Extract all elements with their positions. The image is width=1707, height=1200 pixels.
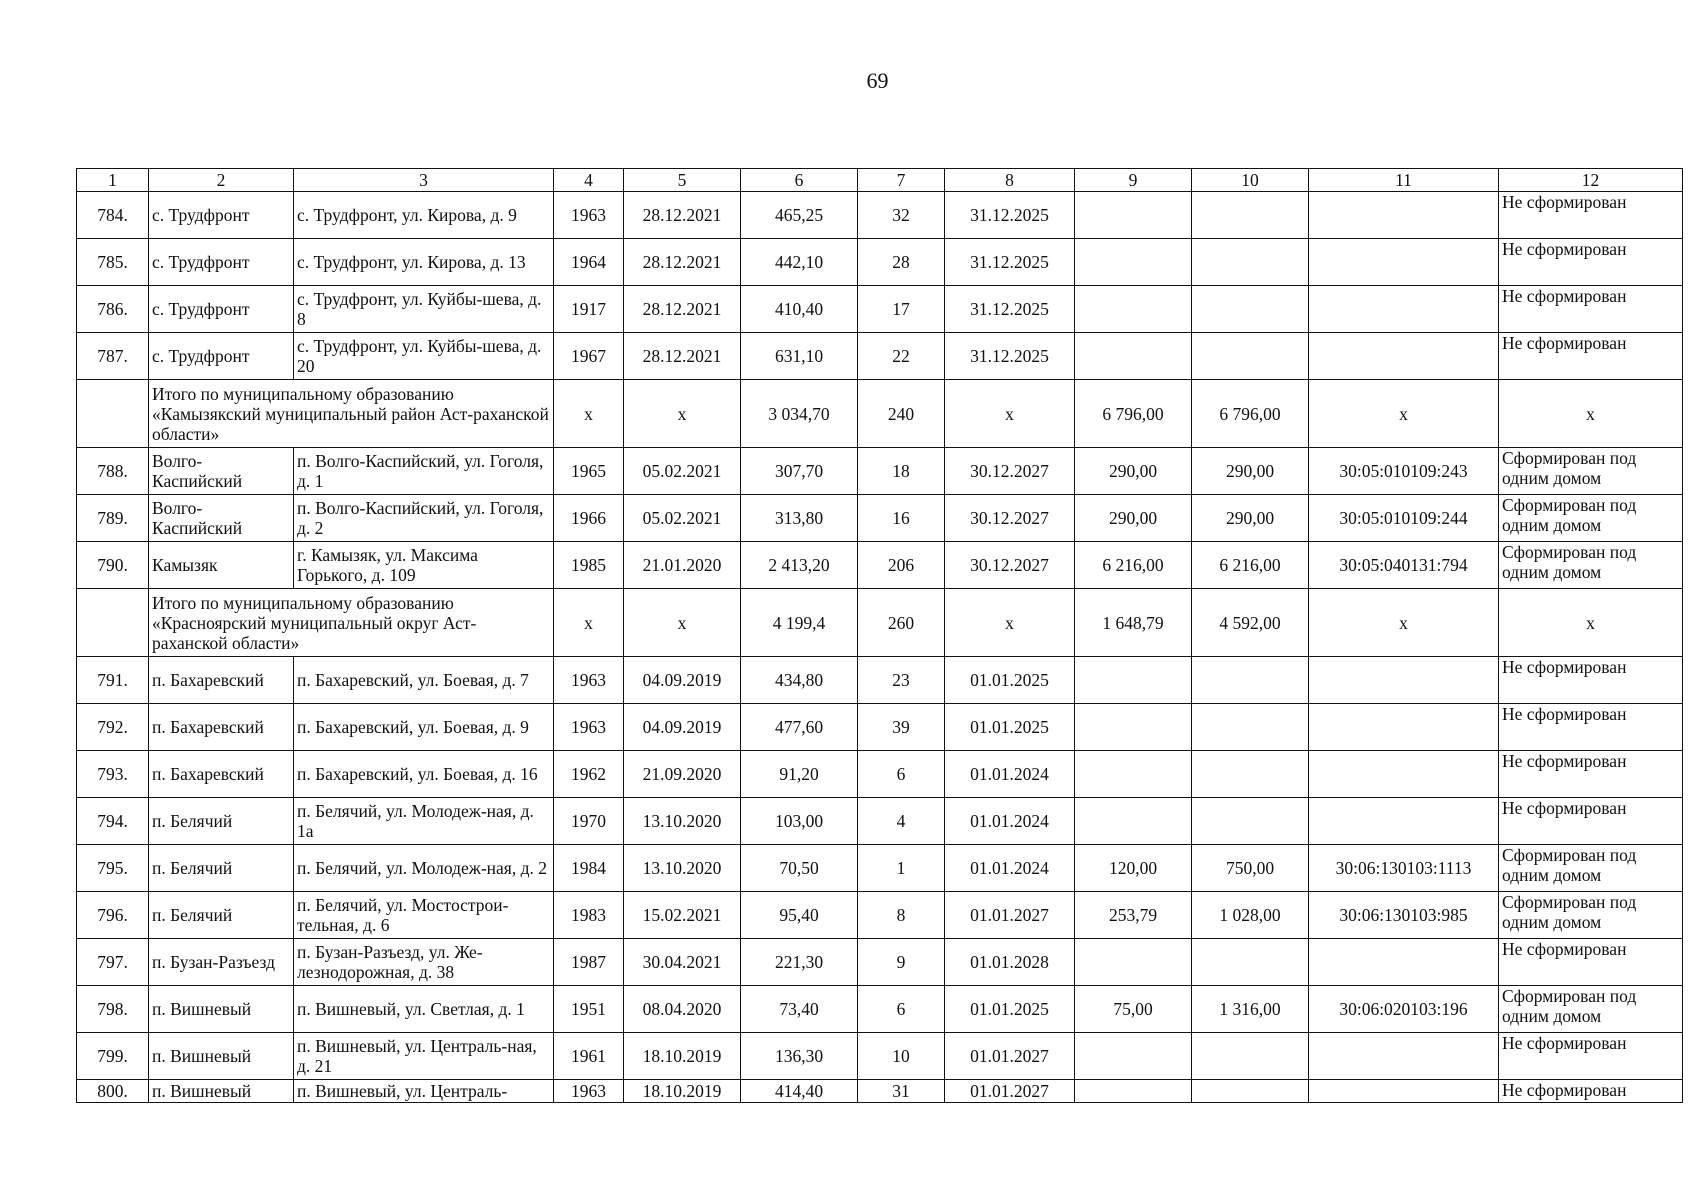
table-row bbox=[77, 542, 1683, 589]
table-cell: 795. bbox=[77, 845, 149, 892]
table-cell: 631,10 bbox=[741, 333, 858, 380]
column-number-header: 2 bbox=[149, 169, 294, 192]
table-cell: 434,80 bbox=[741, 657, 858, 704]
table-cell: Сформирован под одним домом bbox=[1499, 892, 1683, 939]
table-cell: 221,30 bbox=[741, 939, 858, 986]
table-cell: 6 bbox=[858, 986, 945, 1033]
table-cell bbox=[1309, 1033, 1499, 1080]
table-cell: 10 bbox=[858, 1033, 945, 1080]
subtotal-value: 4 592,00 bbox=[1192, 589, 1309, 657]
subtotal-label: Итого по муниципальному образованию «Красноярский муниципальный округ Аст-раханской области» bbox=[149, 589, 554, 657]
table-cell: 30:05:010109:244 bbox=[1309, 495, 1499, 542]
column-number-header: 10 bbox=[1192, 169, 1309, 192]
table-cell bbox=[1192, 657, 1309, 704]
table-cell bbox=[1309, 939, 1499, 986]
table-cell bbox=[1075, 1033, 1192, 1080]
table-header-row bbox=[77, 169, 1683, 192]
table-cell: п. Белячий, ул. Молодеж-ная, д. 2 bbox=[294, 845, 554, 892]
subtotal-value: х bbox=[1309, 589, 1499, 657]
table-row bbox=[77, 798, 1683, 845]
table-cell: 6 216,00 bbox=[1075, 542, 1192, 589]
empty-cell bbox=[77, 380, 149, 448]
page-number: 69 bbox=[866, 68, 889, 93]
table-cell: 1 316,00 bbox=[1192, 986, 1309, 1033]
column-number-header: 8 bbox=[945, 169, 1075, 192]
table-cell bbox=[1075, 192, 1192, 239]
table-cell: 30:06:130103:985 bbox=[1309, 892, 1499, 939]
table-cell: п. Бузан-Разъезд bbox=[149, 939, 294, 986]
table-cell: 6 bbox=[858, 751, 945, 798]
table-cell: 253,79 bbox=[1075, 892, 1192, 939]
table-cell: 39 bbox=[858, 704, 945, 751]
table-cell: 73,40 bbox=[741, 986, 858, 1033]
table-cell bbox=[1309, 286, 1499, 333]
table-cell: 18 bbox=[858, 448, 945, 495]
table-cell bbox=[1192, 751, 1309, 798]
table-cell: 8 bbox=[858, 892, 945, 939]
table-cell: 1 028,00 bbox=[1192, 892, 1309, 939]
table-cell: Сформирован под одним домом bbox=[1499, 542, 1683, 589]
column-number-header: 9 bbox=[1075, 169, 1192, 192]
table-cell: 1966 bbox=[554, 495, 624, 542]
table-row bbox=[77, 286, 1683, 333]
table-cell: Сформирован под одним домом bbox=[1499, 986, 1683, 1033]
table-cell: 206 bbox=[858, 542, 945, 589]
table-cell: Не сформирован bbox=[1499, 751, 1683, 798]
table-cell: 1963 bbox=[554, 192, 624, 239]
table-cell: 30:06:130103:1113 bbox=[1309, 845, 1499, 892]
table-row bbox=[77, 704, 1683, 751]
table-cell: 4 bbox=[858, 798, 945, 845]
table-cell: 28.12.2021 bbox=[624, 286, 741, 333]
table-cell: 08.04.2020 bbox=[624, 986, 741, 1033]
table-cell: 789. bbox=[77, 495, 149, 542]
table-cell bbox=[1075, 657, 1192, 704]
subtotal-value: 3 034,70 bbox=[741, 380, 858, 448]
table-cell: п. Бахаревский, ул. Боевая, д. 9 bbox=[294, 704, 554, 751]
table-cell: 307,70 bbox=[741, 448, 858, 495]
table-cell: 31.12.2025 bbox=[945, 333, 1075, 380]
table-cell: 95,40 bbox=[741, 892, 858, 939]
table-cell: п. Белячий, ул. Молодеж-ная, д. 1а bbox=[294, 798, 554, 845]
table-cell: 1985 bbox=[554, 542, 624, 589]
table-cell bbox=[1192, 798, 1309, 845]
table-cell: 6 216,00 bbox=[1192, 542, 1309, 589]
table-cell: 798. bbox=[77, 986, 149, 1033]
table-cell: 30.04.2021 bbox=[624, 939, 741, 986]
table-cell: 410,40 bbox=[741, 286, 858, 333]
table-cell: 18.10.2019 bbox=[624, 1080, 741, 1103]
table-cell: 788. bbox=[77, 448, 149, 495]
table-cell: с. Трудфронт, ул. Кирова, д. 9 bbox=[294, 192, 554, 239]
table-cell: с. Трудфронт, ул. Кирова, д. 13 bbox=[294, 239, 554, 286]
table-cell: 31.12.2025 bbox=[945, 192, 1075, 239]
table-cell bbox=[1309, 704, 1499, 751]
table-cell bbox=[1192, 704, 1309, 751]
table-cell bbox=[1192, 333, 1309, 380]
table-cell: Не сформирован bbox=[1499, 192, 1683, 239]
table-cell bbox=[1075, 939, 1192, 986]
table-cell: Сформирован под одним домом bbox=[1499, 495, 1683, 542]
table-cell bbox=[1192, 239, 1309, 286]
table-row bbox=[77, 448, 1683, 495]
table-row bbox=[77, 845, 1683, 892]
table-cell: 1970 bbox=[554, 798, 624, 845]
table-cell: с. Трудфронт bbox=[149, 286, 294, 333]
table-cell bbox=[1309, 751, 1499, 798]
table-row bbox=[77, 239, 1683, 286]
column-number-header: 12 bbox=[1499, 169, 1683, 192]
table-cell: п. Вишневый bbox=[149, 1033, 294, 1080]
table-cell: 414,40 bbox=[741, 1080, 858, 1103]
table-cell: Не сформирован bbox=[1499, 239, 1683, 286]
table-body bbox=[77, 169, 1683, 1103]
table-cell: 1963 bbox=[554, 1080, 624, 1103]
table-cell: 1963 bbox=[554, 704, 624, 751]
subtotal-value: х bbox=[945, 380, 1075, 448]
table-cell: 1964 bbox=[554, 239, 624, 286]
table-cell: 9 bbox=[858, 939, 945, 986]
column-number-header: 5 bbox=[624, 169, 741, 192]
table-cell: 787. bbox=[77, 333, 149, 380]
table-cell: Волго-Каспийский bbox=[149, 495, 294, 542]
table-cell: 13.10.2020 bbox=[624, 798, 741, 845]
table-cell: п. Белячий bbox=[149, 892, 294, 939]
table-row bbox=[77, 333, 1683, 380]
column-number-header: 1 bbox=[77, 169, 149, 192]
table-cell: 30.12.2027 bbox=[945, 448, 1075, 495]
table-cell: 01.01.2024 bbox=[945, 845, 1075, 892]
table-cell bbox=[1075, 798, 1192, 845]
table-cell bbox=[1192, 286, 1309, 333]
table-cell: Не сформирован bbox=[1499, 286, 1683, 333]
table-cell: 1 bbox=[858, 845, 945, 892]
column-number-header: 7 bbox=[858, 169, 945, 192]
table-cell: 28 bbox=[858, 239, 945, 286]
table-cell: 01.01.2027 bbox=[945, 1080, 1075, 1103]
table-cell: 290,00 bbox=[1075, 448, 1192, 495]
table-cell: 91,20 bbox=[741, 751, 858, 798]
table-cell: 797. bbox=[77, 939, 149, 986]
table-cell: 1983 bbox=[554, 892, 624, 939]
table-cell: п. Белячий bbox=[149, 845, 294, 892]
table-cell: 786. bbox=[77, 286, 149, 333]
table-cell: 75,00 bbox=[1075, 986, 1192, 1033]
table-cell: 01.01.2024 bbox=[945, 751, 1075, 798]
table-cell: п. Вишневый, ул. Светлая, д. 1 bbox=[294, 986, 554, 1033]
table-cell: 442,10 bbox=[741, 239, 858, 286]
table-cell: 290,00 bbox=[1075, 495, 1192, 542]
table-cell: 16 bbox=[858, 495, 945, 542]
table-row bbox=[77, 1033, 1683, 1080]
table-cell: 30:05:010109:243 bbox=[1309, 448, 1499, 495]
table-cell bbox=[1192, 1080, 1309, 1103]
table-cell: Камызяк bbox=[149, 542, 294, 589]
table-cell bbox=[1309, 333, 1499, 380]
table-cell bbox=[1192, 192, 1309, 239]
subtotal-label: Итого по муниципальному образованию «Камызякский муниципальный район Аст-раханской области» bbox=[149, 380, 554, 448]
table-cell: п. Бахаревский bbox=[149, 704, 294, 751]
table-cell: п. Бахаревский, ул. Боевая, д. 7 bbox=[294, 657, 554, 704]
table-cell: 1984 bbox=[554, 845, 624, 892]
column-number-header: 4 bbox=[554, 169, 624, 192]
table-cell: п. Бахаревский bbox=[149, 751, 294, 798]
subtotal-value: х bbox=[554, 380, 624, 448]
table-cell: 313,80 bbox=[741, 495, 858, 542]
table-cell: 791. bbox=[77, 657, 149, 704]
table-cell bbox=[1075, 751, 1192, 798]
table-cell: 1961 bbox=[554, 1033, 624, 1080]
table-cell: Не сформирован bbox=[1499, 1033, 1683, 1080]
subtotal-value: 1 648,79 bbox=[1075, 589, 1192, 657]
subtotal-value: х bbox=[624, 589, 741, 657]
table-cell: 15.02.2021 bbox=[624, 892, 741, 939]
table-cell: Не сформирован bbox=[1499, 939, 1683, 986]
table-cell: 784. bbox=[77, 192, 149, 239]
table-cell bbox=[1192, 939, 1309, 986]
table-cell: 1967 bbox=[554, 333, 624, 380]
table-cell: 750,00 bbox=[1192, 845, 1309, 892]
table-cell: Волго-Каспийский bbox=[149, 448, 294, 495]
table-cell: 22 bbox=[858, 333, 945, 380]
table-cell: 01.01.2025 bbox=[945, 704, 1075, 751]
table-cell: с. Трудфронт, ул. Куйбы-шева, д. 8 bbox=[294, 286, 554, 333]
table-cell bbox=[1309, 192, 1499, 239]
table-cell: 01.01.2025 bbox=[945, 986, 1075, 1033]
table-cell: п. Волго-Каспийский, ул. Гоголя, д. 1 bbox=[294, 448, 554, 495]
column-number-header: 6 bbox=[741, 169, 858, 192]
table-cell: 05.02.2021 bbox=[624, 495, 741, 542]
table-row bbox=[77, 751, 1683, 798]
table-cell bbox=[1075, 704, 1192, 751]
table-cell: 18.10.2019 bbox=[624, 1033, 741, 1080]
table-cell: Сформирован под одним домом bbox=[1499, 845, 1683, 892]
table-cell: 01.01.2027 bbox=[945, 892, 1075, 939]
table-cell bbox=[1192, 1033, 1309, 1080]
table-cell: 17 bbox=[858, 286, 945, 333]
table-cell: 01.01.2025 bbox=[945, 657, 1075, 704]
table-cell: п. Бахаревский bbox=[149, 657, 294, 704]
table-cell: 04.09.2019 bbox=[624, 704, 741, 751]
table-cell bbox=[1075, 1080, 1192, 1103]
subtotal-value: 240 bbox=[858, 380, 945, 448]
column-number-header: 11 bbox=[1309, 169, 1499, 192]
table-cell: 30:06:020103:196 bbox=[1309, 986, 1499, 1033]
table-cell: п. Волго-Каспийский, ул. Гоголя, д. 2 bbox=[294, 495, 554, 542]
table-cell: 1951 bbox=[554, 986, 624, 1033]
table-cell: 2 413,20 bbox=[741, 542, 858, 589]
table-cell: 785. bbox=[77, 239, 149, 286]
column-number-header: 3 bbox=[294, 169, 554, 192]
table-cell: п. Вишневый, ул. Централь- bbox=[294, 1080, 554, 1103]
table-cell: 70,50 bbox=[741, 845, 858, 892]
table-cell: п. Белячий, ул. Мостострои-тельная, д. 6 bbox=[294, 892, 554, 939]
table-cell: 30.12.2027 bbox=[945, 495, 1075, 542]
table-cell: Не сформирован bbox=[1499, 1080, 1683, 1103]
table-row bbox=[77, 939, 1683, 986]
table-cell: п. Вишневый bbox=[149, 986, 294, 1033]
table-cell bbox=[1075, 333, 1192, 380]
table-cell: 31.12.2025 bbox=[945, 239, 1075, 286]
table-cell: 04.09.2019 bbox=[624, 657, 741, 704]
table-cell: 1962 bbox=[554, 751, 624, 798]
table-cell bbox=[1075, 239, 1192, 286]
table-cell: 23 bbox=[858, 657, 945, 704]
table-row bbox=[77, 986, 1683, 1033]
table-cell: с. Трудфронт bbox=[149, 239, 294, 286]
table-cell: 477,60 bbox=[741, 704, 858, 751]
subtotal-value: 4 199,4 bbox=[741, 589, 858, 657]
table-cell: с. Трудфронт bbox=[149, 192, 294, 239]
table-cell: 30.12.2027 bbox=[945, 542, 1075, 589]
table-cell: п. Вишневый, ул. Централь-ная, д. 21 bbox=[294, 1033, 554, 1080]
subtotal-value: х bbox=[1309, 380, 1499, 448]
table-cell: г. Камызяк, ул. Максима Горького, д. 109 bbox=[294, 542, 554, 589]
table-cell: 31.12.2025 bbox=[945, 286, 1075, 333]
table-cell: 05.02.2021 bbox=[624, 448, 741, 495]
subtotal-row bbox=[77, 380, 1683, 448]
table-cell: 21.09.2020 bbox=[624, 751, 741, 798]
table-cell bbox=[1309, 239, 1499, 286]
table-cell: Сформирован под одним домом bbox=[1499, 448, 1683, 495]
table-cell bbox=[1075, 286, 1192, 333]
table-cell bbox=[1309, 1080, 1499, 1103]
table-cell: 01.01.2024 bbox=[945, 798, 1075, 845]
table-cell: 28.12.2021 bbox=[624, 333, 741, 380]
table-cell: 794. bbox=[77, 798, 149, 845]
table-cell: 1987 bbox=[554, 939, 624, 986]
table-cell: с. Трудфронт bbox=[149, 333, 294, 380]
table-row bbox=[77, 192, 1683, 239]
table-cell: п. Вишневый bbox=[149, 1080, 294, 1103]
table-cell bbox=[1309, 657, 1499, 704]
table-cell: Не сформирован bbox=[1499, 657, 1683, 704]
table-cell: 1965 bbox=[554, 448, 624, 495]
table-cell: с. Трудфронт, ул. Куйбы-шева, д. 20 bbox=[294, 333, 554, 380]
table-cell: 796. bbox=[77, 892, 149, 939]
subtotal-row bbox=[77, 589, 1683, 657]
table-cell: п. Белячий bbox=[149, 798, 294, 845]
table-cell: п. Бахаревский, ул. Боевая, д. 16 bbox=[294, 751, 554, 798]
table-cell: 290,00 bbox=[1192, 448, 1309, 495]
subtotal-value: 6 796,00 bbox=[1075, 380, 1192, 448]
subtotal-value: х bbox=[554, 589, 624, 657]
housing-register-table bbox=[76, 168, 1683, 1103]
table-cell: 30:05:040131:794 bbox=[1309, 542, 1499, 589]
table-cell: Не сформирован bbox=[1499, 333, 1683, 380]
table-cell: 136,30 bbox=[741, 1033, 858, 1080]
subtotal-value: 6 796,00 bbox=[1192, 380, 1309, 448]
subtotal-value: 260 bbox=[858, 589, 945, 657]
table-cell: 28.12.2021 bbox=[624, 192, 741, 239]
table-cell: 01.01.2028 bbox=[945, 939, 1075, 986]
subtotal-value: х bbox=[624, 380, 741, 448]
table-cell: 792. bbox=[77, 704, 149, 751]
subtotal-value: х bbox=[945, 589, 1075, 657]
table-cell: 103,00 bbox=[741, 798, 858, 845]
empty-cell bbox=[77, 589, 149, 657]
table-cell: 465,25 bbox=[741, 192, 858, 239]
table-cell: 01.01.2027 bbox=[945, 1033, 1075, 1080]
table-cell: 28.12.2021 bbox=[624, 239, 741, 286]
table-row bbox=[77, 1080, 1683, 1103]
table-cell: Не сформирован bbox=[1499, 798, 1683, 845]
table-cell: 21.01.2020 bbox=[624, 542, 741, 589]
table-cell: Не сформирован bbox=[1499, 704, 1683, 751]
table-cell: 790. bbox=[77, 542, 149, 589]
table-cell: 13.10.2020 bbox=[624, 845, 741, 892]
table-cell: 32 bbox=[858, 192, 945, 239]
table-cell: 120,00 bbox=[1075, 845, 1192, 892]
table-row bbox=[77, 495, 1683, 542]
table-row bbox=[77, 892, 1683, 939]
table-row bbox=[77, 657, 1683, 704]
table-cell: 800. bbox=[77, 1080, 149, 1103]
table-cell: 1917 bbox=[554, 286, 624, 333]
table-cell: 31 bbox=[858, 1080, 945, 1103]
table-cell: 290,00 bbox=[1192, 495, 1309, 542]
table-cell: п. Бузан-Разъезд, ул. Же-лезнодорожная, д. 38 bbox=[294, 939, 554, 986]
table-cell: 799. bbox=[77, 1033, 149, 1080]
table-cell: 793. bbox=[77, 751, 149, 798]
table-cell: 1963 bbox=[554, 657, 624, 704]
table-cell bbox=[1309, 798, 1499, 845]
subtotal-value: х bbox=[1499, 380, 1683, 448]
subtotal-value: х bbox=[1499, 589, 1683, 657]
